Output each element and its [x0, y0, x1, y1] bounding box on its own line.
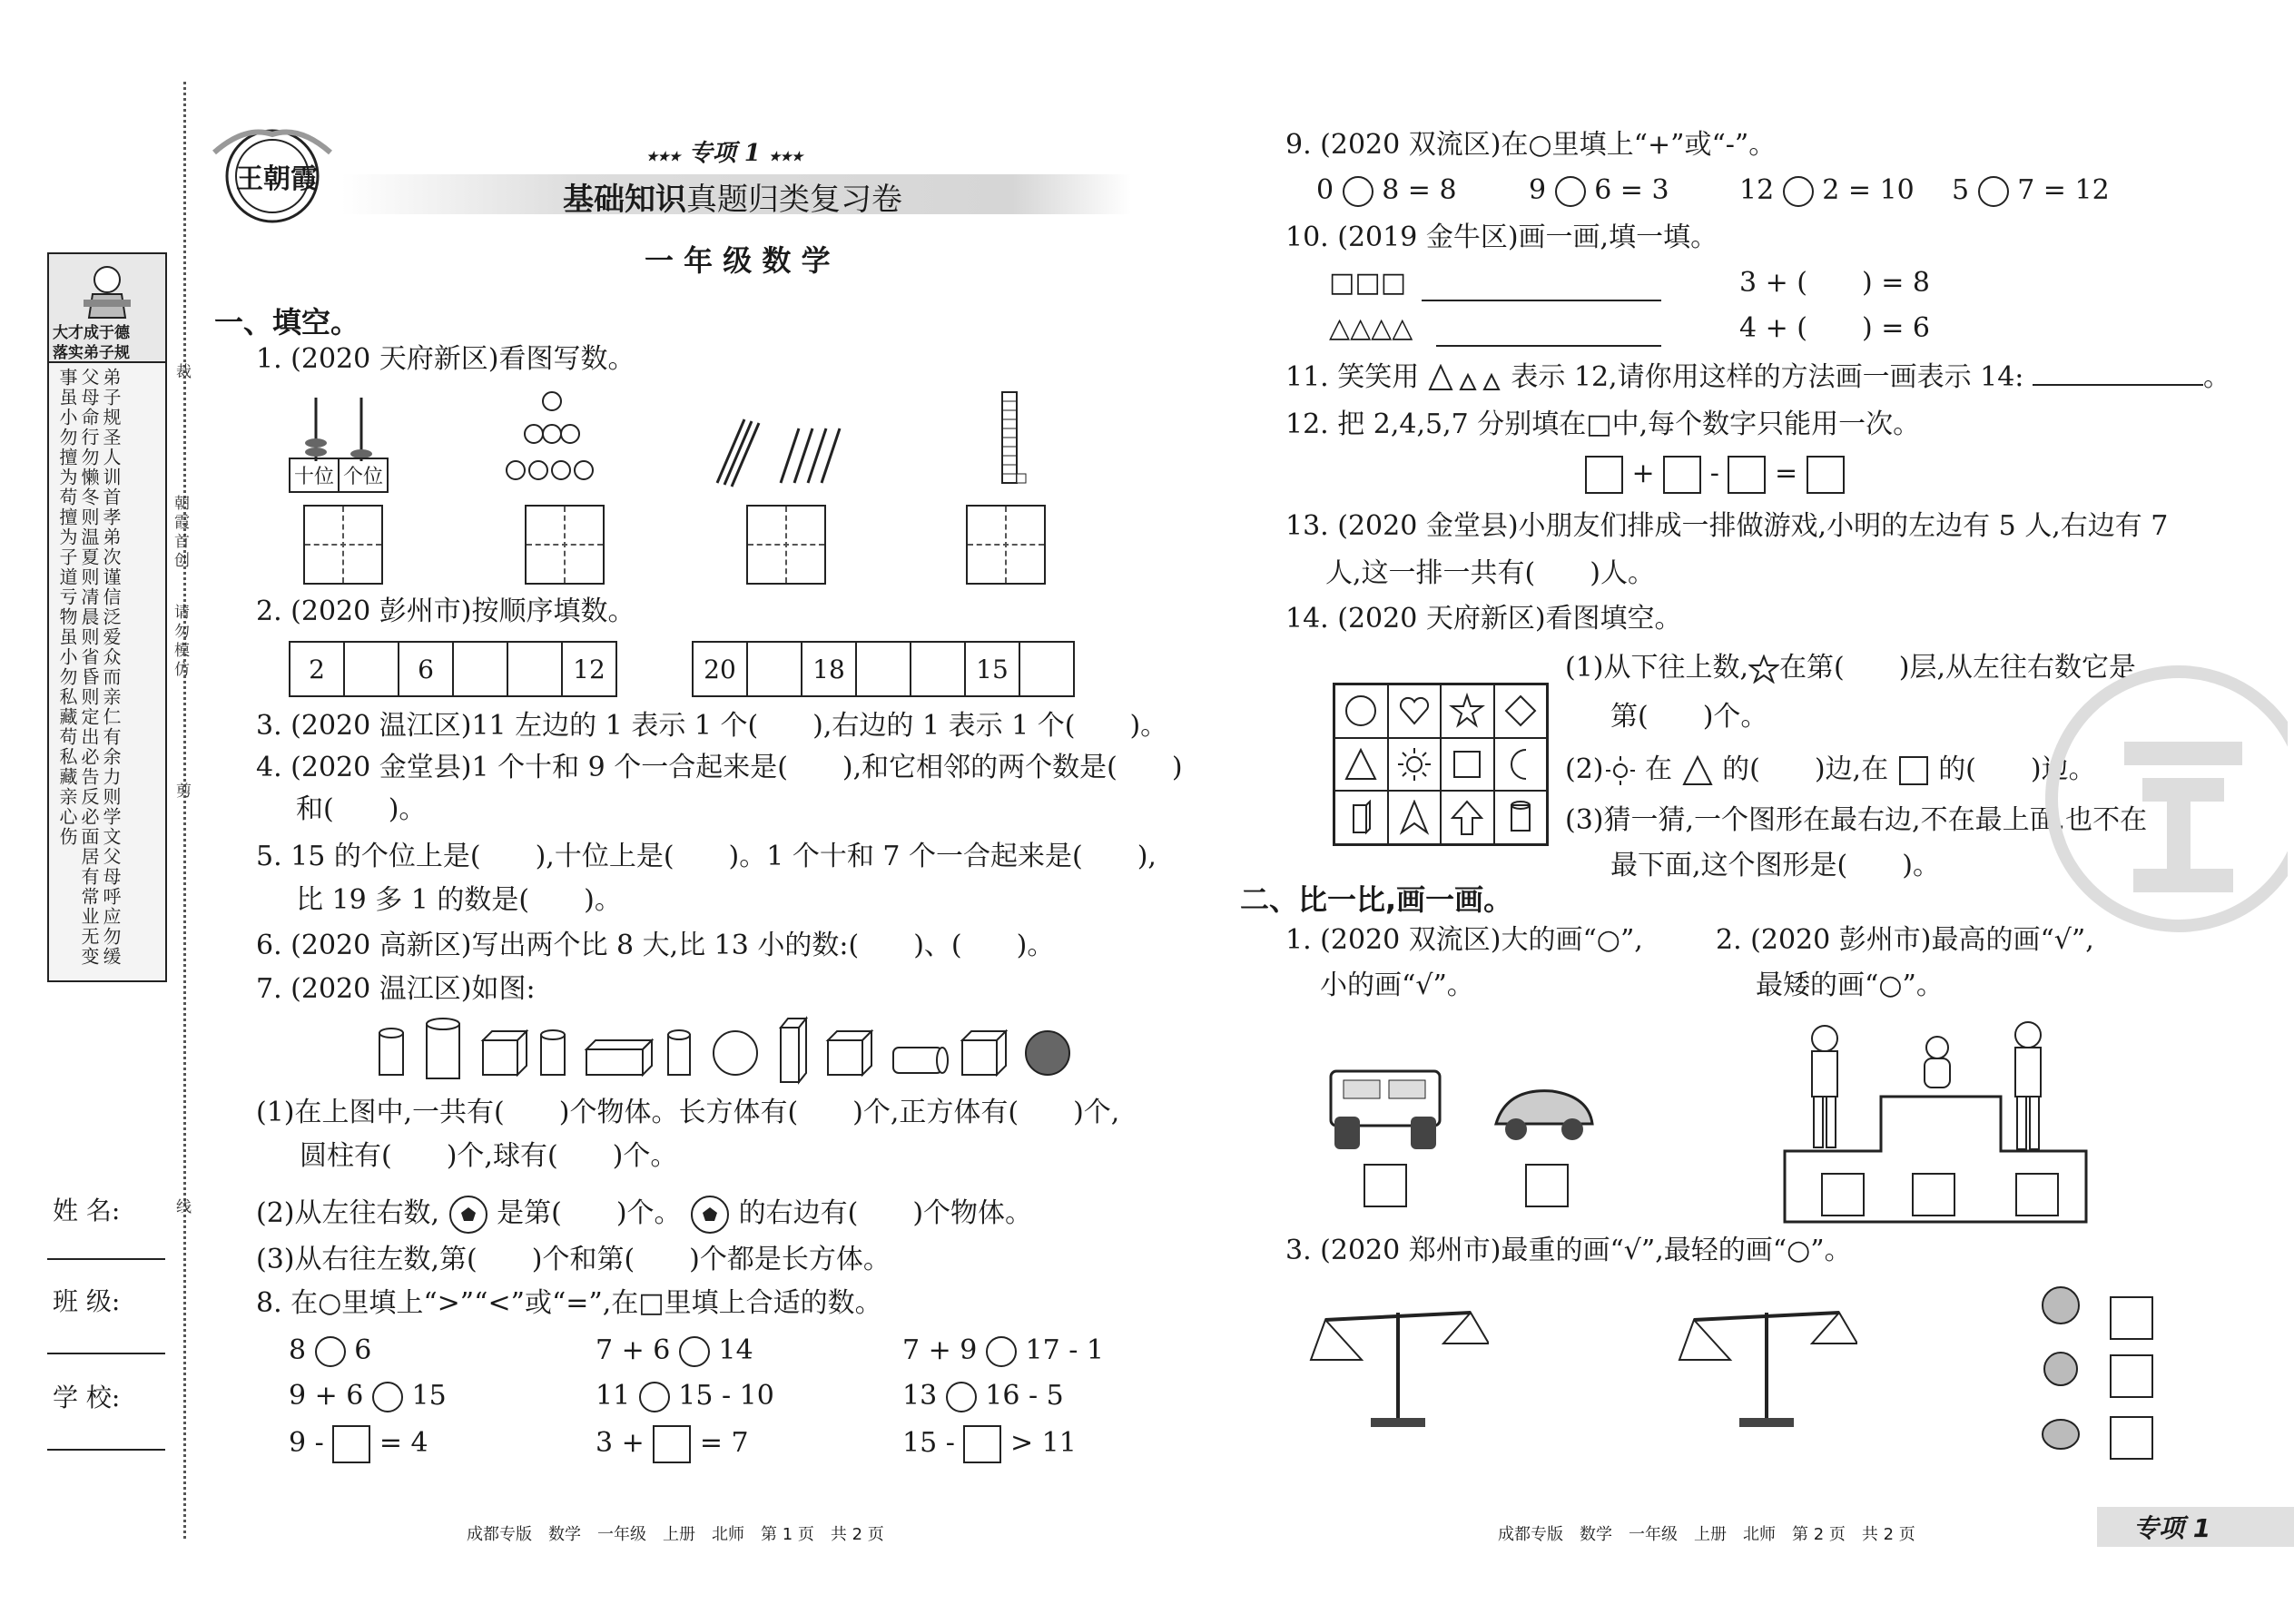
star-shape	[1441, 684, 1494, 738]
compare-left: 11	[596, 1380, 631, 1412]
answer-box-jeep[interactable]	[1364, 1164, 1407, 1207]
q14-2	[1565, 752, 2096, 788]
heart-shape	[1388, 684, 1442, 738]
soccer-ball-icon	[448, 1195, 488, 1235]
answer-box[interactable]	[1585, 456, 1623, 494]
fill-item	[289, 1425, 428, 1463]
triangles-icon	[1428, 364, 1502, 393]
q11-part-c: 。	[2202, 361, 2230, 393]
children-group-image	[497, 389, 606, 490]
q7-2-part-a: (2)从左往右数,	[256, 1197, 440, 1229]
seq-cell[interactable]	[508, 643, 563, 695]
compare-left: 8	[289, 1334, 307, 1366]
copyright-note-1: 朝霞首创	[171, 495, 189, 571]
op-item	[1316, 172, 1457, 209]
seq-cell: 15	[966, 643, 1020, 695]
question-3: 3. (2020 温江区)11 左边的 1 表示 1 个( ),右边的 1 表示 1 个( )。	[256, 710, 1168, 742]
q11-part-a: 11. 笑笑用	[1285, 361, 1420, 393]
name-field[interactable]	[47, 1258, 165, 1260]
compare-right: 16 - 5	[985, 1380, 1064, 1412]
answer-box[interactable]	[1663, 456, 1701, 494]
q14-3-line-1: (3)猜一猜,一个图形在最右边,不在最上面,也不在	[1565, 804, 2148, 836]
answer-box[interactable]	[1728, 456, 1766, 494]
answer-grid-4[interactable]	[966, 505, 1046, 585]
compare-item	[289, 1378, 447, 1414]
p3: 3. (2020 郑州市)最重的画“√”,最轻的画“○”。	[1285, 1235, 1852, 1266]
place-value-label	[289, 458, 389, 493]
seq-cell: 12	[573, 654, 605, 684]
answer-grid-2[interactable]	[525, 505, 605, 585]
q14-2-part-c: 的( )边,在	[1722, 753, 1889, 785]
op-plus: +	[1631, 458, 1655, 489]
p2-line-2: 最矮的画“○”。	[1756, 969, 1944, 1001]
seq-cell[interactable]	[911, 643, 966, 695]
jeep-image	[1322, 1053, 1449, 1153]
compare-circle[interactable]	[372, 1382, 403, 1412]
p1-line-1: 1. (2020 双流区)大的画“○”,	[1285, 924, 1643, 956]
q11-part-b: 表示 12,请你用这样的方法画一画表示 14:	[1511, 361, 2024, 393]
question-12: 12. 把 2,4,5,7 分别填在□中,每个数字只能用一次。	[1285, 408, 1921, 440]
moon-shape	[1494, 738, 1548, 792]
op-item	[1952, 172, 2110, 209]
question-10: 10. (2019 金牛区)画一画,填一填。	[1285, 221, 1718, 253]
seq-cell[interactable]	[748, 643, 802, 695]
question-14: 14. (2020 天府新区)看图填空。	[1285, 603, 1682, 635]
op-left: 9	[1529, 174, 1547, 206]
seq-cell: 2	[290, 643, 345, 695]
sidebar-panel	[47, 252, 167, 982]
balance-scale-1-image	[1307, 1304, 1489, 1431]
cylinder-shape	[1494, 791, 1548, 844]
p2-line-1: 2. (2020 彭州市)最高的画“√”,	[1716, 924, 2094, 956]
q14-2-part-a: (2)	[1565, 753, 1604, 785]
answer-box-veg-2[interactable]	[2110, 1354, 2153, 1398]
answer-box[interactable]	[963, 1425, 1001, 1463]
section-tag: 专项 1	[2133, 1513, 2211, 1543]
seq-cell: 6	[399, 643, 454, 695]
seq-cell[interactable]	[1020, 643, 1073, 695]
fill-left: 9 -	[289, 1427, 324, 1459]
answer-box-veg-3[interactable]	[2110, 1416, 2153, 1460]
q12-expression	[1585, 456, 1845, 494]
seq-cell[interactable]	[454, 643, 508, 695]
sidebar-banner	[49, 254, 165, 363]
q10-answer-line-2[interactable]	[1436, 345, 1661, 347]
question-11	[1285, 359, 2230, 396]
question-7: 7. (2020 温江区)如图:	[256, 973, 536, 1005]
cut-label-1: 裁	[172, 363, 191, 382]
compare-circle[interactable]	[679, 1336, 710, 1367]
q14-1-part-a: (1)从下往上数,	[1565, 652, 1749, 684]
triangle-shape	[1334, 738, 1388, 792]
compare-item	[902, 1378, 1064, 1414]
compare-left: 7 + 9	[902, 1334, 978, 1366]
op-left: 0	[1316, 174, 1334, 206]
op-circle[interactable]	[1555, 176, 1586, 207]
cut-label-2: 剪	[172, 782, 191, 802]
sun-shape	[1388, 738, 1442, 792]
star-icon: ★★★	[768, 150, 803, 164]
banner-line-2: 落实弟子规	[53, 344, 130, 362]
sun-icon	[1604, 754, 1637, 787]
square-icon	[1897, 754, 1930, 787]
cut-label-3: 线	[172, 1198, 191, 1217]
answer-grid-1[interactable]	[303, 505, 383, 585]
compare-item	[596, 1333, 753, 1369]
question-7-3: (3)从右往左数,第( )个和第( )个都是长方体。	[256, 1244, 891, 1275]
name-label: 姓 名:	[53, 1196, 121, 1225]
compare-left: 9 + 6	[289, 1380, 364, 1412]
q11-answer-line[interactable]	[2033, 384, 2203, 386]
op-left: 12	[1739, 174, 1775, 206]
q14-2-part-d: 的( )边。	[1938, 753, 2096, 785]
tens-label: 十位	[290, 459, 340, 491]
op-left: 5	[1952, 174, 1970, 206]
question-5-line-1: 5. 15 的个位上是( ),十位上是( )。1 个十和 7 个一合起来是( ),	[256, 841, 1157, 872]
answer-box-car[interactable]	[1525, 1164, 1569, 1207]
fill-left: 3 +	[596, 1427, 645, 1459]
footer-page-2: 成都专版 数学 一年级 上册 北师 第 2 页 共 2 页	[1498, 1525, 1915, 1544]
star-icon	[1748, 655, 1779, 684]
section-1-heading: 一、填空。	[214, 305, 360, 340]
compare-right: 14	[718, 1334, 753, 1366]
q7-2-part-c: 的右边有( )个物体。	[738, 1197, 1033, 1229]
compare-item	[596, 1378, 774, 1414]
fill-right: = 7	[699, 1427, 749, 1459]
small-car-image	[1489, 1078, 1598, 1151]
seq-cell: 20	[694, 643, 748, 695]
scholar-icon	[80, 260, 134, 320]
copyright-note-2: 请勿模仿	[171, 604, 189, 680]
class-label: 班 级:	[53, 1286, 121, 1316]
question-7-1-line-1: (1)在上图中,一共有( )个物体。长方体有( )个,正方体有( )个,	[256, 1097, 1120, 1128]
answer-box-person-3[interactable]	[2015, 1173, 2059, 1216]
solids-row-image	[372, 1015, 1080, 1088]
answer-box[interactable]	[653, 1425, 691, 1463]
question-5-line-2: 比 19 多 1 的数是( )。	[296, 884, 622, 916]
op-equals: =	[1775, 458, 1798, 489]
section-2-heading: 二、比一比,画一画。	[1240, 882, 1513, 917]
q7-2-part-b: 是第( )个。	[497, 1197, 682, 1229]
question-7-1-line-2: 圆柱有( )个,球有( )个。	[300, 1140, 678, 1172]
compare-left: 7 + 6	[596, 1334, 671, 1366]
compare-right: 17 - 1	[1025, 1334, 1104, 1366]
arrowhead-shape	[1388, 791, 1442, 844]
compare-left: 13	[902, 1380, 938, 1412]
q10-triangles: △△△△	[1329, 312, 1413, 344]
cuboid-shape	[1334, 791, 1388, 844]
answer-box[interactable]	[1807, 456, 1845, 494]
compare-item	[289, 1333, 371, 1369]
op-circle[interactable]	[1978, 176, 2009, 207]
answer-box-person-1[interactable]	[1821, 1173, 1865, 1216]
circle-shape	[1334, 684, 1388, 738]
series-text: 专项 1	[688, 140, 761, 167]
fill-right: = 4	[379, 1427, 428, 1459]
fill-right: > 11	[1009, 1427, 1077, 1459]
q10-squares: □□□	[1329, 267, 1407, 299]
op-circle[interactable]	[1783, 176, 1814, 207]
question-6: 6. (2020 高新区)写出两个比 8 大,比 13 小的数:( )、( )。	[256, 930, 1055, 961]
question-1: 1. (2020 天府新区)看图写数。	[256, 343, 635, 375]
seq-cell: 18	[802, 643, 857, 695]
op-right: 7 = 12	[2017, 174, 2110, 206]
balance-scale-2-image	[1676, 1304, 1857, 1431]
footer-page-1: 成都专版 数学 一年级 上册 北师 第 1 页 共 2 页	[467, 1525, 884, 1544]
question-13-line-2: 人,这一排一共有( )人。	[1325, 557, 1655, 589]
fill-item	[902, 1425, 1077, 1463]
op-right: 6 = 3	[1594, 174, 1669, 206]
logo-text: 王朝霞	[236, 163, 318, 195]
sticks-bundle-image	[708, 410, 844, 492]
q14-3-line-2: 最下面,这个图形是( )。	[1610, 850, 1940, 881]
op-item	[1739, 172, 1915, 209]
fill-item	[596, 1425, 749, 1463]
q14-2-part-b: 在	[1645, 753, 1673, 785]
seq-cell[interactable]	[345, 643, 399, 695]
vegetables-column-image	[2033, 1280, 2088, 1452]
cut-line	[183, 82, 186, 1539]
compare-right: 15 - 10	[678, 1380, 774, 1412]
ones-label: 个位	[343, 466, 384, 488]
question-8: 8. 在○里填上“>”“<”或“=”,在□里填上合适的数。	[256, 1287, 882, 1319]
question-2: 2. (2020 彭州市)按顺序填数。	[256, 595, 635, 627]
school-label: 学 校:	[53, 1383, 121, 1412]
p1-line-2: 小的画“√”。	[1320, 969, 1474, 1001]
q10-equation-2: 4 + ( ) = 6	[1739, 312, 1930, 344]
confidential-stamp	[2033, 654, 2288, 944]
answer-box-person-2[interactable]	[1912, 1173, 1955, 1216]
op-right: 2 = 10	[1822, 174, 1915, 206]
compare-circle[interactable]	[986, 1336, 1017, 1367]
answer-grid-3[interactable]	[746, 505, 826, 585]
compare-right: 6	[354, 1334, 372, 1366]
up-arrow-shape	[1441, 791, 1494, 844]
banner-line-1: 大才成于德	[53, 324, 130, 342]
compare-circle[interactable]	[315, 1336, 346, 1367]
question-4-line-1: 4. (2020 金堂县)1 个十和 9 个一合起来是( ),和它相邻的两个数是( )	[256, 752, 1183, 783]
sequence-row-1	[289, 641, 617, 697]
answer-box[interactable]	[332, 1425, 370, 1463]
title-rest: 真题归类复习卷	[686, 182, 902, 218]
compare-circle[interactable]	[639, 1382, 670, 1412]
question-13-line-1: 13. (2020 金堂县)小朋友们排成一排做游戏,小明的左边有 5 人,右边有 7	[1285, 510, 2169, 542]
q10-equation-1: 3 + ( ) = 8	[1739, 267, 1930, 299]
compare-right: 15	[411, 1380, 447, 1412]
op-circle[interactable]	[1343, 176, 1373, 207]
page-title	[563, 174, 902, 219]
triangle-icon	[1681, 754, 1714, 787]
q10-answer-line-1[interactable]	[1422, 300, 1661, 301]
seq-cell[interactable]	[857, 643, 911, 695]
soccer-ball-icon	[690, 1195, 730, 1235]
star-icon: ★★★	[646, 150, 681, 164]
sidebar-verse: 弟子规圣人训首孝弟次谨信泛爱众而亲仁有余力则学文父母呼应勿缓父母命行勿懒冬则温夏则凊晨则省昏则定出必告反必面居有常业无变事虽小勿擅为苟擅为子道亏物虽小勿私藏苟私藏亲心伤	[56, 368, 122, 967]
q14-1-line-2: 第( )个。	[1610, 701, 1768, 733]
op-minus: -	[1709, 458, 1719, 489]
q14-1-part-b: 在第( )层,从左往右数它是	[1779, 652, 2136, 684]
compare-item	[902, 1333, 1104, 1369]
compare-circle[interactable]	[946, 1382, 977, 1412]
shape-grid	[1333, 683, 1549, 846]
school-field[interactable]	[47, 1449, 165, 1451]
page-subtitle: 一 年 级 数 学	[645, 243, 831, 278]
question-7-2	[256, 1195, 1032, 1235]
sequence-row-2	[692, 641, 1075, 697]
class-field[interactable]	[47, 1353, 165, 1354]
series-label	[646, 134, 803, 168]
diamond-shape	[1494, 684, 1548, 738]
question-9: 9. (2020 双流区)在○里填上“+”或“-”。	[1285, 129, 1777, 161]
title-bold: 基础知识	[563, 182, 686, 218]
question-4-line-2: 和( )。	[296, 793, 427, 825]
answer-box-veg-1[interactable]	[2110, 1296, 2153, 1340]
fill-left: 15 -	[902, 1427, 955, 1459]
cube-tower-image	[984, 390, 1039, 490]
square-shape	[1441, 738, 1494, 792]
op-item	[1529, 172, 1669, 209]
op-right: 8 = 8	[1382, 174, 1457, 206]
